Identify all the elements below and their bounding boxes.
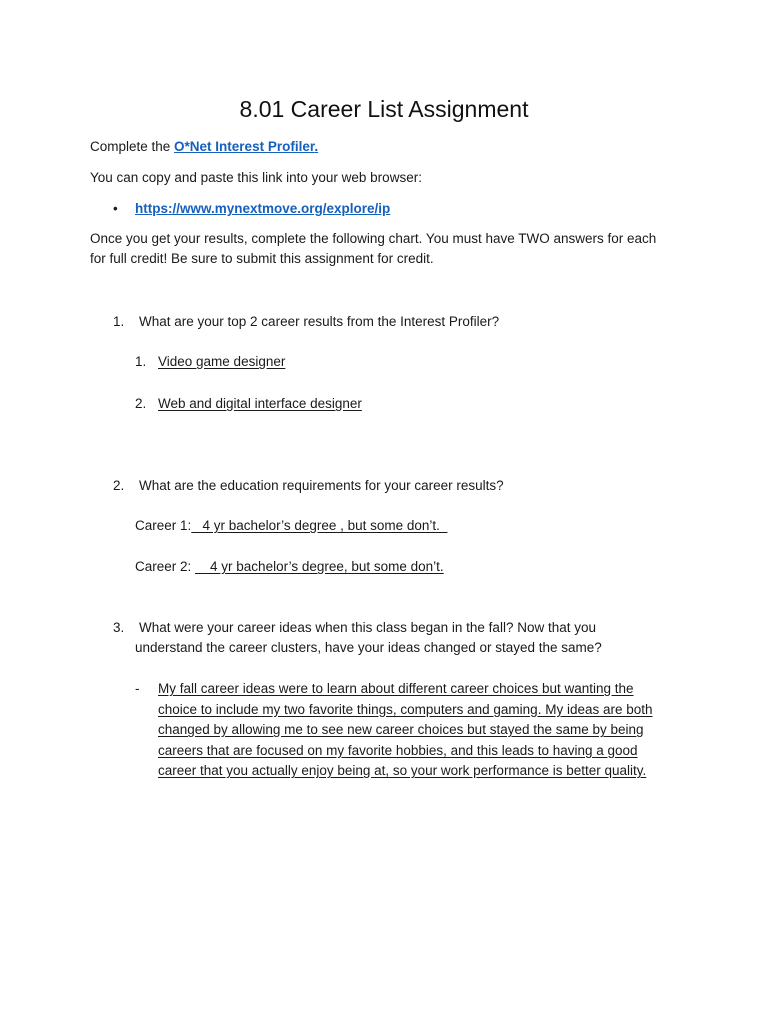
question-3-text-line-1: What were your career ideas when this class began in the fall? Now that you	[139, 620, 596, 635]
q3-answer-line: career that you actually enjoy being at, so your work performance is better quality.	[158, 763, 647, 778]
career-1-label: Career 1:	[135, 518, 192, 533]
career-2-label: Career 2:	[135, 559, 196, 574]
instructions-line-1: Once you get your results, complete the following chart. You must have TWO answers for each	[90, 231, 657, 246]
profiler-link[interactable]: O*Net Interest Profiler	[174, 139, 315, 154]
instructions-line-2: for full credit! Be sure to submit this assignment for credit.	[90, 251, 434, 266]
profiler-link-suffix: .	[314, 139, 319, 154]
q3-answer-line: choice to include my two favorite things, computers and gaming. My ideas are both	[158, 701, 653, 717]
url-link[interactable]	[135, 199, 390, 220]
q3-answer-dash: -	[135, 681, 140, 696]
q1-answer-1-number: 1.	[135, 354, 147, 369]
q1-answer-1: Video game designer	[158, 354, 286, 369]
q1-answer-2: Web and digital interface designer	[158, 396, 362, 411]
intro-complete-prefix: Complete the	[90, 139, 175, 154]
career-2-answer: 4 yr bachelor’s degree, but some don’t.	[195, 559, 444, 574]
copy-instruction: You can copy and paste this link into your web browser:	[90, 170, 422, 185]
career-2-line	[135, 557, 444, 578]
q3-answer-line: careers that are focused on my favorite hobbies, and this leads to having a good	[158, 742, 638, 758]
career-1-answer: 4 yr bachelor’s degree , but some don’t.	[191, 518, 448, 533]
question-1-number: 1.	[113, 314, 125, 329]
q3-answer-line: My fall career ideas were to learn about different career choices but wanting the	[158, 681, 634, 696]
page-title: 8.01 Career List Assignment	[239, 96, 529, 122]
intro-complete-line	[90, 137, 318, 158]
question-1-text: What are your top 2 career results from the Interest Profiler?	[139, 314, 500, 329]
q3-answer-line: changed by allowing me to see new career choices but stayed the same by being	[158, 722, 644, 737]
question-2-number: 2.	[113, 478, 125, 493]
question-2-text: What are the education requirements for your career results?	[139, 478, 504, 493]
question-3-text-line-2: understand the career clusters, have your ideas changed or stayed the same?	[135, 640, 602, 655]
question-3-number: 3.	[113, 620, 125, 635]
q1-answer-2-number: 2.	[135, 396, 147, 411]
bullet-dot: •	[113, 201, 118, 216]
career-1-line	[135, 516, 447, 537]
url-link-text[interactable]: https://www.mynextmove.org/explore/ip	[135, 201, 391, 216]
q3-answer	[158, 679, 688, 782]
